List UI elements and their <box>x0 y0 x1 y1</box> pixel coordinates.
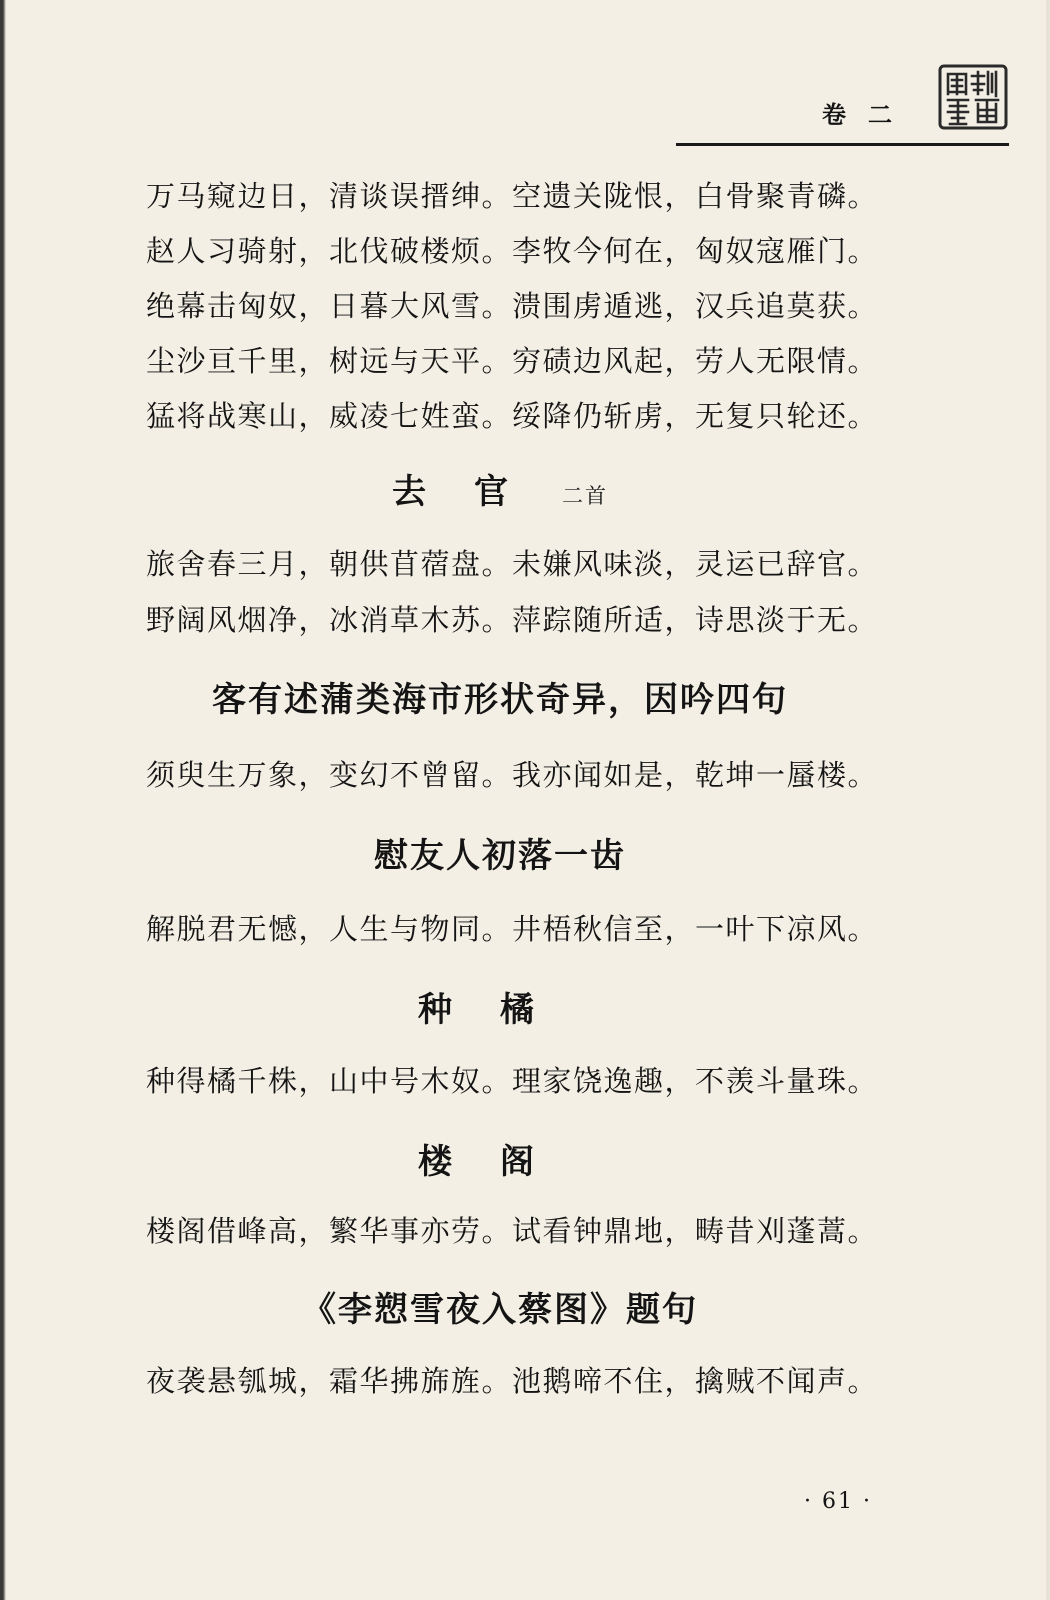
verse-line: 旅舍春三月，朝供苜蓿盘。未嫌风味淡，灵运已辞官。 <box>146 547 879 581</box>
verse-line: 万马窥边日，清谈误搢绅。空遗关陇恨，白骨聚青磷。 <box>146 179 879 213</box>
verse-line: 须臾生万象，变幻不曾留。我亦闻如是，乾坤一蜃楼。 <box>146 758 879 792</box>
page-number: · 61 · <box>804 1489 872 1514</box>
verse-line: 猛将战寒山，威凌七姓蛮。绥降仍斩虏，无复只轮还。 <box>146 399 879 433</box>
poem-title-text: 楼阁 <box>418 1142 582 1182</box>
scan-left-edge <box>0 0 6 1600</box>
verse-line: 夜袭悬瓠城，霜华拂旆旌。池鹅啼不住，擒贼不闻声。 <box>146 1364 879 1398</box>
poem-title: 慰友人初落一齿 <box>374 836 626 876</box>
verse-line: 绝幕击匈奴，日暮大风雪。溃围虏遁逃，汉兵追莫获。 <box>146 289 879 323</box>
running-header-volume: 卷二 <box>822 100 914 129</box>
verse-line: 赵人习骑射，北伐破楼烦。李牧今何在，匈奴寇雁门。 <box>146 234 879 268</box>
poem-title: 《李愬雪夜入蔡图》题句 <box>302 1290 698 1330</box>
verse-line: 种得橘千株，山中号木奴。理家饶逸趣，不羡斗量珠。 <box>146 1064 879 1098</box>
poem-title-text: 去官 <box>392 472 556 512</box>
poem-title-note: 二首 <box>562 484 608 508</box>
verse-line: 楼阁借峰高，繁华事亦劳。试看钟鼎地，畴昔刈蓬蒿。 <box>146 1214 879 1248</box>
seal-stamp-icon <box>938 64 1008 130</box>
poem-title: 客有述蒲类海市形状奇异，因吟四句 <box>212 680 788 720</box>
scan-right-edge <box>1046 0 1050 1600</box>
poem-title <box>0 470 1000 518</box>
poem-title <box>0 988 1000 1032</box>
poem-title <box>0 1140 1000 1184</box>
verse-line: 解脱君无憾，人生与物同。井梧秋信至，一叶下凉风。 <box>146 912 879 946</box>
poem-title-text: 种橘 <box>418 990 582 1030</box>
verse-line: 野阔风烟净，冰消草木苏。萍踪随所适，诗思淡于无。 <box>146 603 879 637</box>
verse-line: 尘沙亘千里，树远与天平。穷碛边风起，劳人无限情。 <box>146 344 879 378</box>
header-rule <box>676 143 1009 146</box>
